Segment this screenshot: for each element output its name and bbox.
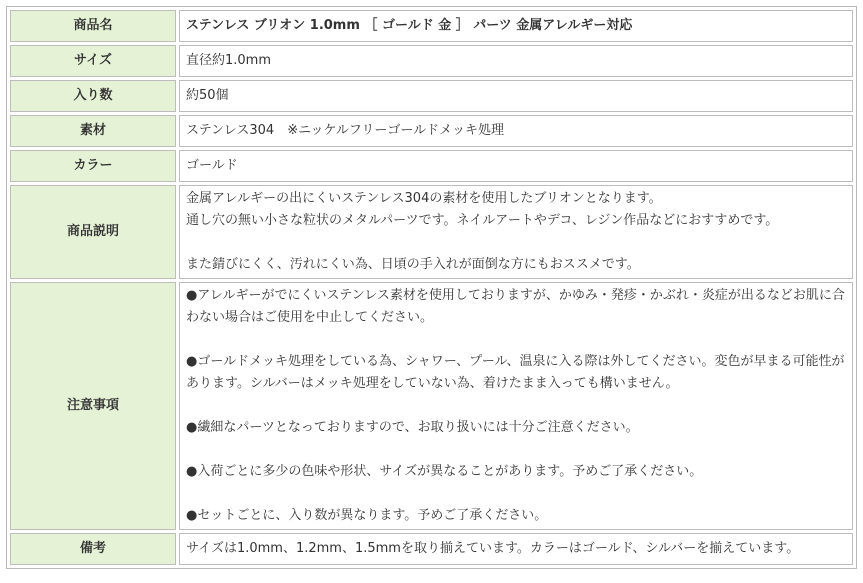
- row-size: [10, 45, 853, 77]
- row-quantity: [10, 80, 853, 112]
- row-product-name: [10, 10, 853, 42]
- description-line: また錆びにくく、汚れにくい為、日頃の手入れが面倒な方にもおススメです。: [186, 257, 640, 272]
- label-color: カラー: [10, 150, 176, 182]
- row-material: [10, 115, 853, 147]
- label-remarks: 備考: [10, 533, 176, 565]
- caution-item: ●繊細なパーツとなっておりますので、お取り扱いには十分ご注意ください。: [186, 420, 639, 435]
- spacer: [186, 232, 846, 254]
- row-description: [10, 185, 853, 279]
- spacer: [186, 395, 846, 417]
- value-quantity: 約50個: [179, 80, 853, 112]
- value-product-name: ステンレス ブリオン 1.0mm ［ ゴールド 金 ］ パーツ 金属アレルギー対応: [179, 10, 853, 42]
- label-description: 商品説明: [10, 185, 176, 279]
- label-size: サイズ: [10, 45, 176, 77]
- spacer: [186, 329, 846, 351]
- value-description: [179, 185, 853, 279]
- label-quantity: 入り数: [10, 80, 176, 112]
- label-product-name: 商品名: [10, 10, 176, 42]
- caution-item: ●アレルギーがでにくいステンレス素材を使用しておりますが、かゆみ・発疹・かぶれ・炎症が出るなどお肌に合わない場合はご使用を中止してください。: [186, 288, 845, 325]
- label-cautions: 注意事項: [10, 282, 176, 530]
- spacer: [186, 483, 846, 505]
- value-size: 直径約1.0mm: [179, 45, 853, 77]
- description-line: 通し穴の無い小さな粒状のメタルパーツです。ネイルアートやデコ、レジン作品などにおすすめです。: [186, 213, 779, 228]
- value-cautions: [179, 282, 853, 530]
- description-line: 金属アレルギーの出にくいステンレス304の素材を使用したブリオンとなります。: [186, 191, 662, 206]
- caution-item: ●入荷ごとに多少の色味や形状、サイズが異なることがあります。予めご了承ください。: [186, 464, 703, 479]
- value-material: ステンレス304 ※ニッケルフリーゴールドメッキ処理: [179, 115, 853, 147]
- row-remarks: [10, 533, 853, 565]
- row-color: [10, 150, 853, 182]
- value-remarks: サイズは1.0mm、1.2mm、1.5mmを取り揃えています。カラーはゴールド、シルバーを揃えています。: [179, 533, 853, 565]
- spacer: [186, 439, 846, 461]
- label-material: 素材: [10, 115, 176, 147]
- row-cautions: [10, 282, 853, 530]
- product-spec-table: [6, 6, 857, 569]
- value-color: ゴールド: [179, 150, 853, 182]
- caution-item: ●セットごとに、入り数が異なります。予めご了承ください。: [186, 508, 548, 523]
- caution-item: ●ゴールドメッキ処理をしている為、シャワー、プール、温泉に入る際は外してください。変色が早まる可能性があります。シルバーはメッキ処理をしていない為、着けたまま入っても構いません。: [186, 354, 845, 391]
